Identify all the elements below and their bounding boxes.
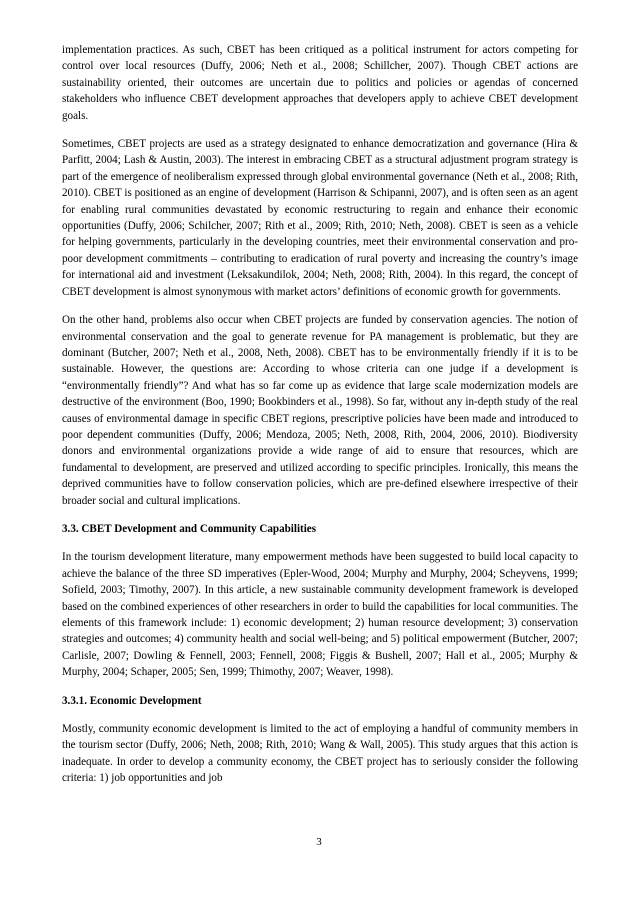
page-number: 3 [316,836,322,848]
body-paragraph-5: Mostly, community economic development is limited to the act of employing a handful of community members in the tourism sector (Duffy, 2006; Neth, 2008; Rith, 2010; Wang & Wall, 2005). This study argues that this action is inadequate. In order to develop a community economy, the CBET project has to seriously consider the following criteria: 1) job opportunities and job [62,723,578,785]
body-paragraph-1: implementation practices. As such, CBET has been critiqued as a political instrument for actors competing for control over local resources (Duffy, 2006; Neth et al., 2008; Schillcher, 2007). Though CBET actions are sustainability oriented, their outcomes are uncertain due to politics and policies or agendas of concerned stakeholders who influence CBET development approaches that developers apply to achieve CBET development goals. [62,44,578,122]
body-paragraph-4: In the tourism development literature, many empowerment methods have been suggested to build local capacity to achieve the balance of the three SD imperatives (Epler-Wood, 2004; Murphy and Murphy, 2004; Scheyvens, 1999; Sofield, 2003; Timothy, 2007). In this article, a new sustainable community development framework is developed based on the combined experiences of other researchers in order to build the capabilities for local communities. The elements of this framework include: 1) economic development; 2) human resource development; 3) conservation strategies and outcomes; 4) community health and social well-being; and 5) political empowerment (Butcher, 2007; Carlisle, 2007; Dowling & Fennell, 2003; Fennell, 2008; Figgis & Bushell, 2007; Hall et al., 2005; Murphy & Murphy, 2004; Schaper, 2005; Sen, 1999; Thimothy, 2007; Weaver, 1998). [62,551,578,679]
body-paragraph-3: On the other hand, problems also occur when CBET projects are funded by conservation agencies. The notion of environmental conservation and the goal to generate revenue for PA management is problematic, but they are dominant (Butcher, 2007; Neth et al., 2008, Neth, 2008). CBET has to be environmentally friendly if it is to be sustainable. However, the questions are: According to whose criteria can one judge if a development is “environmentally friendly”? And what has so far come up as evidence that large scale modernization models are destructive of the environment (Boo, 1990; Bookbinders et al., 1998). So far, without any in-depth study of the real causes of environmental damage in specific CBET regions, prescriptive policies have been made and introduced to poor dependent communities (Duffy, 2006; Mendoza, 2005; Neth, 2008, Rith, 2004, 2006, 2010). Biodiversity donors and environmental organizations provide a wide range of aid to ensure that resources, which are fundamental to development, are preserved and utilized according to specific principles. Ironically, this means the deprived communities have to follow conservation policies, which are pre-defined elsewhere irrespective of their broader social and cultural implications. [62,314,578,507]
section-heading-3-3: 3.3. CBET Development and Community Capabilities [62,522,317,535]
document-page [62,42,578,799]
body-paragraph-2: Sometimes, CBET projects are used as a strategy designated to enhance democratization and governance (Hira & Parfitt, 2004; Lash & Austin, 2003). The interest in embracing CBET as a structural adjustment program strategy is part of the emergence of neoliberalism expressed through global environmental governance (Neth et al., 2008; Rith, 2010). CBET is positioned as an engine of development (Harrison & Schipanni, 2007), and is often seen as an agent for enabling rural communities devastated by economic restructuring to regain and enhance their economic opportunities (Duffy, 2006; Schilcher, 2007; Rith et al., 2009; Rith, 2010; Neth, 2008). CBET is seen as a vehicle for helping governments, particularly in the developing countries, meet their environmental conservation and pro-poor development commitments – contributing to eradication of rural poverty and increasing the country’s image for international aid and investment (Leksakundilok, 2004; Neth, 2008; Rith, 2004). In this regard, the concept of CBET development is almost synonymous with market actors’ definitions of economic growth for governments. [62,138,578,298]
section-heading-3-3-1: 3.3.1. Economic Development [62,694,202,707]
